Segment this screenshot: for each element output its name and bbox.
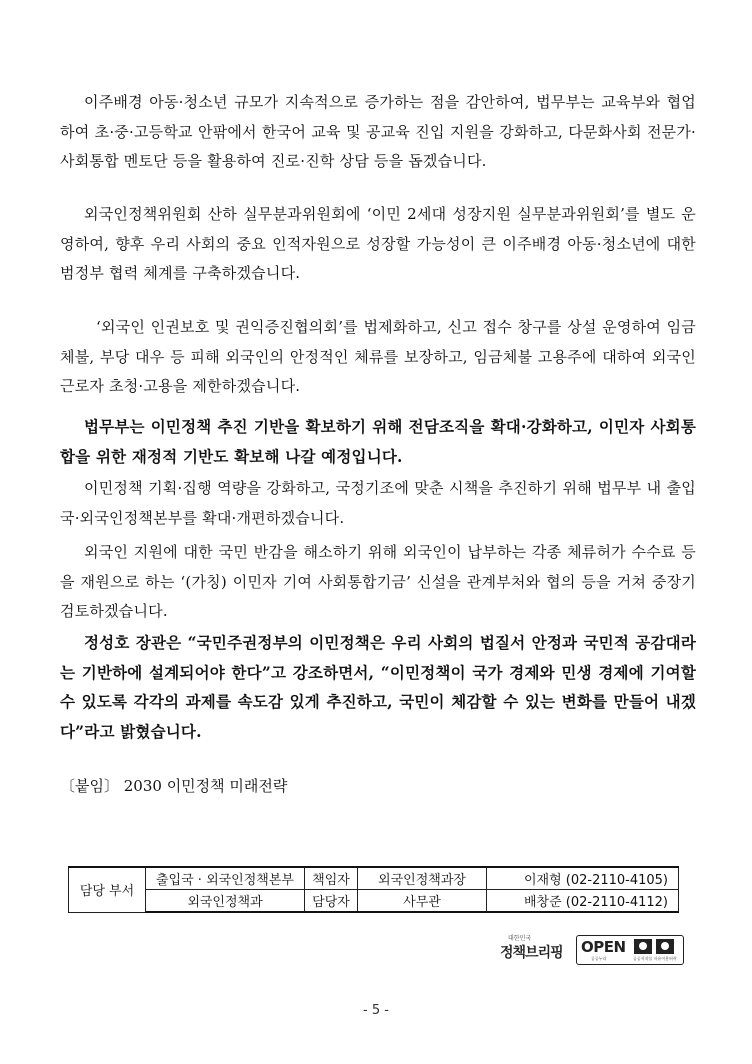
- briefing-logo-small-text: 대한민국: [508, 935, 532, 942]
- minister-quote-paragraph: 정성호 장관은 “국민주권정부의 이민정책은 우리 사회의 법질서 안정과 국민적 공감대라는 기반하에 설계되어야 한다”고 강조하면서, “이민정책이 국가 경제와 민생 경제에 기여할 수 있도록 각각의 과제를 속도감 있게 추진하고, 국민이 체감할 수 있는 변화를 만들어 내겠다”라고 밝혔습니다.: [60, 633, 696, 741]
- headline-paragraph-1: 법무부는 이민정책 추진 기반을 확보하기 위해 전담조직을 확대·강화하고, 이민자 사회통합을 위한 재정적 기반도 확보해 나갈 예정입니다.: [60, 417, 696, 466]
- license-icon: [656, 939, 674, 954]
- policy-briefing-logo: [500, 932, 572, 968]
- attribution-icon: [634, 939, 652, 954]
- contact-table: [68, 866, 679, 913]
- dept-org: 외국인정책과: [146, 890, 305, 913]
- kogl-open-logo: [576, 935, 684, 965]
- contact-row-staff: [69, 890, 679, 913]
- open-label: OPEN: [581, 938, 626, 956]
- dept-org: 출입국 · 외국인정책본부: [146, 867, 305, 890]
- body-paragraph-3: ‘외국인 인권보호 및 권익증진협의회’를 법제화하고, 신고 접수 창구를 상설 운영하여 임금체불, 부당 대우 등 피해 외국인의 안정적인 체류를 보장하고, 임금체불 고용주에 대하여 외국인근로자 초청·고용을 제한하겠습니다.: [60, 318, 696, 395]
- contact-person: 이재형 (02-2110-4105): [487, 867, 679, 890]
- position-title: 사무관: [358, 890, 487, 913]
- body-paragraph-5: 외국인 지원에 대한 국민 반감을 해소하기 위해 외국인이 납부하는 각종 체류허가 수수료 등을 재원으로 하는 ‘(가칭) 이민자 기여 사회통합기금’ 신설을 관계부처와 협의 등을 거쳐 중장기 검토하겠습니다.: [60, 543, 696, 620]
- body-paragraph-1: 이주배경 아동·청소년 규모가 지속적으로 증가하는 점을 감안하여, 법무부는 교육부와 협업하여 초·중·고등학교 안팎에서 한국어 교육 및 공교육 진입 지원을 강화하고, 다문화사회 전문가·사회통합 멘토단 등을 활용하여 진로·진학 상담 등을 돕겠습니다.: [60, 93, 696, 170]
- page-number: - 5 -: [363, 1003, 389, 1018]
- dept-label: 담당 부서: [69, 867, 146, 912]
- contact-row-manager: [69, 867, 679, 890]
- footer-logos: [500, 932, 684, 968]
- open-sub-text-2: 공공저작물 자유이용허락: [633, 956, 677, 961]
- contact-person: 배창준 (02-2110-4112): [487, 890, 679, 913]
- body-paragraph-4: 이민정책 기획·집행 역량을 강화하고, 국정기조에 맞춘 시책을 추진하기 위해 법무부 내 출입국·외국인정책본부를 확대·개편하겠습니다.: [60, 479, 696, 527]
- briefing-logo-text: 정책브리핑: [500, 945, 563, 961]
- position-title: 외국인정책과장: [358, 867, 487, 890]
- open-sub-text: 공공누리: [591, 956, 607, 961]
- body-paragraph-2: 외국인정책위원회 산하 실무분과위원회에 ‘이민 2세대 성장지원 실무분과위원회’를 별도 운영하여, 향후 우리 사회의 중요 인적자원으로 성장할 가능성이 큰 이주배경 아동·청소년에 대한 범정부 협력 체계를 구축하겠습니다.: [60, 205, 696, 282]
- role-label: 책임자: [305, 867, 358, 890]
- role-label: 담당자: [305, 890, 358, 913]
- attachment-note: 〔붙임〕 2030 이민정책 미래전략: [60, 777, 288, 795]
